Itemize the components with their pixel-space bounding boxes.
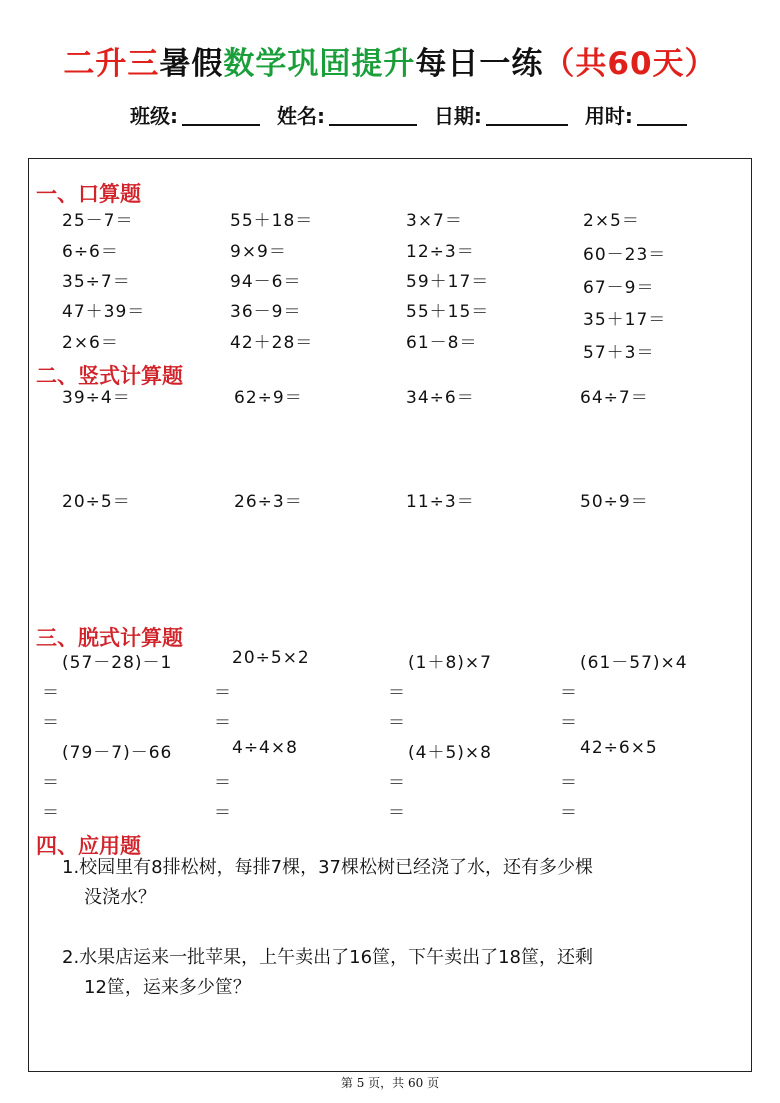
stepwise-calc-item: (1＋8)×7 [408, 653, 492, 673]
oral-calc-item: 60－23＝ [583, 245, 667, 265]
oral-calc-item: 2×5＝ [583, 211, 640, 231]
oral-calc-item: 57＋3＝ [583, 343, 655, 363]
equals-sign: ＝ [388, 713, 405, 733]
class-blank[interactable] [182, 124, 260, 126]
equals-sign: ＝ [42, 683, 59, 703]
time-label: 用时: [584, 104, 633, 128]
equals-sign: ＝ [42, 773, 59, 793]
equals-sign: ＝ [42, 803, 59, 823]
oral-calc-item: 25－7＝ [62, 211, 134, 231]
equals-sign: ＝ [560, 713, 577, 733]
vertical-calc-item: 20÷5＝ [62, 492, 131, 512]
problem-1-line2: 没浇水？ [84, 887, 156, 908]
date-label: 日期: [433, 104, 482, 128]
equals-sign: ＝ [388, 773, 405, 793]
oral-calc-item: 35＋17＝ [583, 310, 667, 330]
oral-calc-item: 3×7＝ [406, 211, 463, 231]
equals-sign: ＝ [214, 713, 231, 733]
vertical-calc-item: 26÷3＝ [234, 492, 303, 512]
oral-calc-item: 67－9＝ [583, 278, 655, 298]
oral-calc-item: 12÷3＝ [406, 242, 475, 262]
problem-2-line2: 12筐，运来多少筐？ [84, 977, 251, 998]
oral-calc-item: 55＋15＝ [406, 302, 490, 322]
stepwise-calc-item: 42÷6×5 [580, 738, 658, 758]
stepwise-calc-item: (57－28)－1 [62, 653, 173, 673]
name-blank[interactable] [329, 124, 417, 126]
oral-calc-item: 6÷6＝ [62, 242, 119, 262]
word-problem-2 [62, 943, 593, 1003]
equals-sign: ＝ [214, 773, 231, 793]
stepwise-calc-item: 20÷5×2 [232, 648, 310, 668]
oral-calc-item: 47＋39＝ [62, 302, 146, 322]
stepwise-calc-item: 4÷4×8 [232, 738, 298, 758]
vertical-calc-item: 50÷9＝ [580, 492, 649, 512]
section-heading-oral: 一、口算题 [36, 181, 141, 206]
stepwise-calc-item: (4＋5)×8 [408, 743, 492, 763]
title-subject: 数学巩固提升 [223, 46, 416, 82]
equals-sign: ＝ [560, 683, 577, 703]
title-daily: 每日一练 [415, 46, 544, 82]
name-label: 姓名: [276, 104, 325, 128]
oral-calc-item: 9×9＝ [230, 242, 287, 262]
equals-sign: ＝ [388, 803, 405, 823]
equals-sign: ＝ [560, 803, 577, 823]
vertical-calc-item: 64÷7＝ [580, 388, 649, 408]
title-summer: 暑假 [159, 46, 224, 82]
vertical-calc-item: 11÷3＝ [406, 492, 475, 512]
stepwise-calc-item: (61－57)×4 [580, 653, 688, 673]
class-label: 班级: [130, 104, 178, 128]
section-heading-word: 四、应用题 [36, 833, 141, 858]
title-grade: 二升三 [63, 46, 160, 82]
info-line [130, 100, 697, 129]
oral-calc-item: 36－9＝ [230, 302, 302, 322]
oral-calc-item: 2×6＝ [62, 333, 119, 353]
equals-sign: ＝ [214, 683, 231, 703]
page-title [0, 38, 780, 83]
oral-calc-item: 59＋17＝ [406, 272, 490, 292]
time-blank[interactable] [637, 124, 687, 126]
problem-1-line1: 1.校园里有8排松树，每排7棵，37棵松树已经浇了水，还有多少棵 [62, 857, 593, 878]
section-heading-stepwise: 三、脱式计算题 [36, 625, 183, 650]
oral-calc-item: 55＋18＝ [230, 211, 314, 231]
title-days: （共60天） [543, 46, 717, 82]
equals-sign: ＝ [388, 683, 405, 703]
word-problem-1 [62, 853, 593, 913]
stepwise-calc-item: (79－7)－66 [62, 743, 173, 763]
equals-sign: ＝ [560, 773, 577, 793]
section-heading-vertical: 二、竖式计算题 [36, 363, 183, 388]
page-footer: 第 5 页，共 60 页 [340, 1076, 440, 1090]
oral-calc-item: 42＋28＝ [230, 333, 314, 353]
oral-calc-item: 35÷7＝ [62, 272, 131, 292]
oral-calc-item: 61－8＝ [406, 333, 478, 353]
problem-2-line1: 2.水果店运来一批苹果，上午卖出了16筐，下午卖出了18筐，还剩 [62, 947, 593, 968]
equals-sign: ＝ [42, 713, 59, 733]
vertical-calc-item: 34÷6＝ [406, 388, 475, 408]
date-blank[interactable] [486, 124, 568, 126]
vertical-calc-item: 62÷9＝ [234, 388, 303, 408]
oral-calc-item: 94－6＝ [230, 272, 302, 292]
vertical-calc-item: 39÷4＝ [62, 388, 131, 408]
equals-sign: ＝ [214, 803, 231, 823]
